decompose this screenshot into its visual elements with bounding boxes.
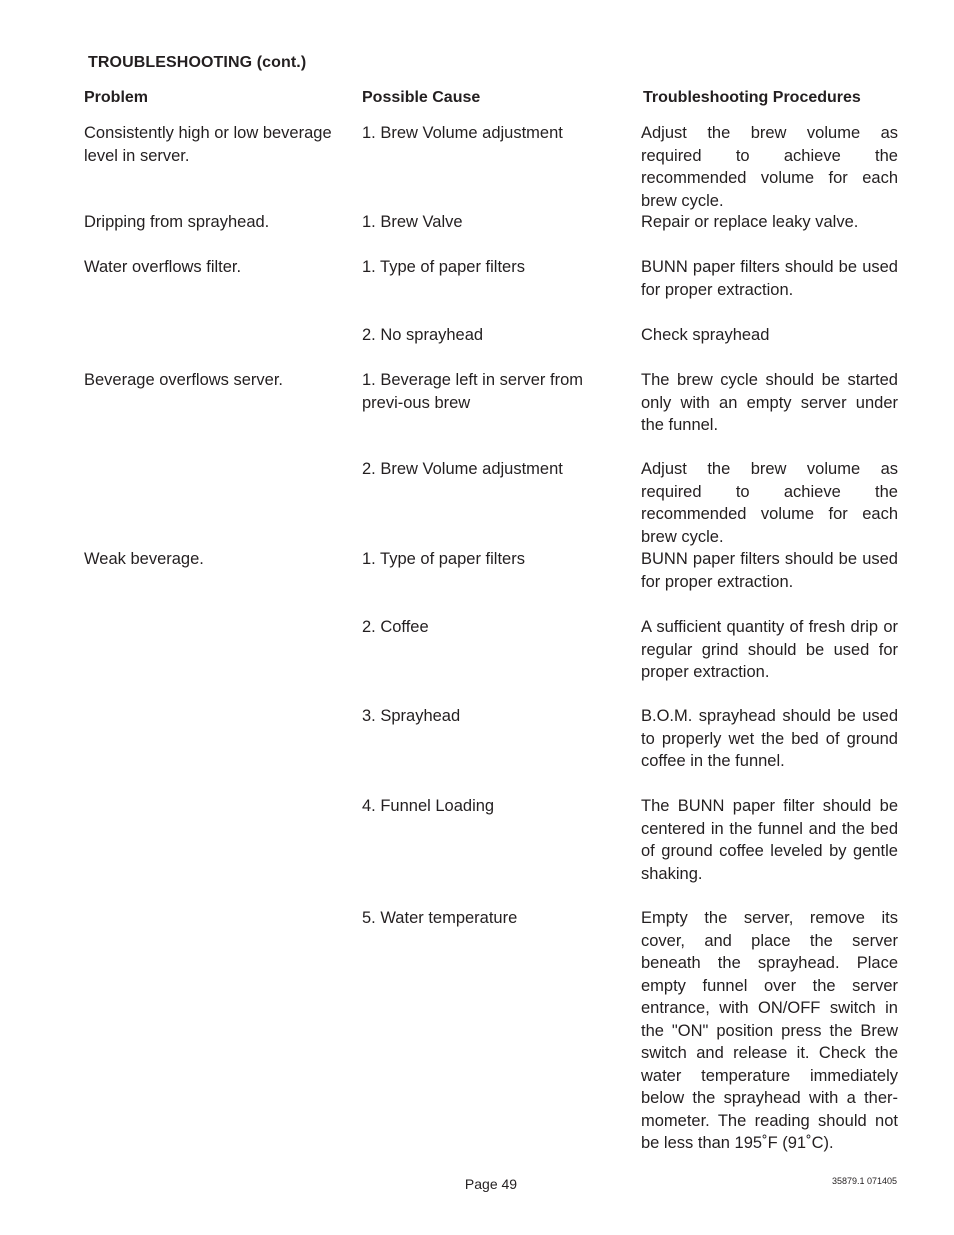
procedure-cell: The BUNN paper filter should be centered in the funnel and the bed of ground coffee leveled by gentle shaking. bbox=[641, 797, 898, 883]
column-header-cause: Possible Cause bbox=[362, 89, 481, 106]
procedure-cell: BUNN paper filters should be used for proper extraction. bbox=[641, 550, 898, 591]
table-row bbox=[0, 795, 954, 907]
cause-cell: 1. Brew Volume adjustment bbox=[362, 124, 563, 142]
procedure-cell: Check sprayhead bbox=[641, 326, 770, 344]
table-row bbox=[0, 324, 954, 369]
column-header-problem: Problem bbox=[84, 89, 149, 106]
problem-cell: Weak beverage. bbox=[84, 550, 204, 568]
table-row bbox=[0, 907, 954, 1152]
table-row bbox=[0, 616, 954, 705]
table-row bbox=[0, 122, 954, 211]
procedure-cell: B.O.M. sprayhead should be used to properly wet the bed of ground coffee in the funnel. bbox=[641, 707, 898, 770]
table-row bbox=[0, 211, 954, 256]
page-title: TROUBLESHOOTING (cont.) bbox=[88, 54, 307, 71]
column-header-procedure: Troubleshooting Procedures bbox=[643, 89, 861, 106]
cause-cell: 2. No sprayhead bbox=[362, 326, 484, 344]
cause-cell: 1. Type of paper filters bbox=[362, 550, 525, 568]
cause-cell: 1. Brew Valve bbox=[362, 213, 463, 231]
cause-cell: 3. Sprayhead bbox=[362, 707, 461, 725]
table-row bbox=[0, 548, 954, 616]
problem-cell: Consistently high or low beverage level in server. bbox=[84, 124, 332, 165]
table-row bbox=[0, 369, 954, 458]
procedure-cell: Adjust the brew volume as required to achieve the recommended volume for each brew cycle. bbox=[641, 124, 898, 210]
procedure-cell: BUNN paper filters should be used for proper extraction. bbox=[641, 258, 898, 299]
procedure-cell: The brew cycle should be started only with an empty server under the funnel. bbox=[641, 371, 898, 434]
table-row bbox=[0, 256, 954, 324]
cause-cell: 2. Brew Volume adjustment bbox=[362, 460, 563, 478]
cause-cell: 2. Coffee bbox=[362, 618, 429, 636]
table-row bbox=[0, 705, 954, 795]
page-number: Page 49 bbox=[464, 1176, 518, 1192]
problem-cell: Beverage overflows server. bbox=[84, 371, 284, 389]
cause-cell: 1. Type of paper filters bbox=[362, 258, 525, 276]
document-code: 35879.1 071405 bbox=[832, 1176, 898, 1186]
troubleshooting-table bbox=[0, 122, 954, 1152]
problem-cell: Dripping from sprayhead. bbox=[84, 213, 270, 231]
procedure-cell: A sufficient quantity of fresh drip or regular grind should be used for proper extraction. bbox=[641, 618, 898, 681]
cause-cell: 5. Water temperature bbox=[362, 909, 518, 927]
cause-cell: 4. Funnel Loading bbox=[362, 797, 495, 815]
cause-cell: 1. Beverage left in server from previ-ous brew bbox=[362, 371, 584, 412]
procedure-cell: Empty the server, remove its cover, and place the server beneath the sprayhead. Place empty funnel over the server entrance, with ON/OFF switch in the "ON" position press the Brew switch and release it. Check the water temperature immediately below the sprayhead with a ther-mometer. The reading should not be less than 195˚F (91˚C). bbox=[641, 909, 898, 1152]
table-row bbox=[0, 458, 954, 548]
procedure-cell: Repair or replace leaky valve. bbox=[641, 213, 859, 231]
procedure-cell: Adjust the brew volume as required to achieve the recommended volume for each brew cycle. bbox=[641, 460, 898, 546]
problem-cell: Water overflows filter. bbox=[84, 258, 242, 276]
